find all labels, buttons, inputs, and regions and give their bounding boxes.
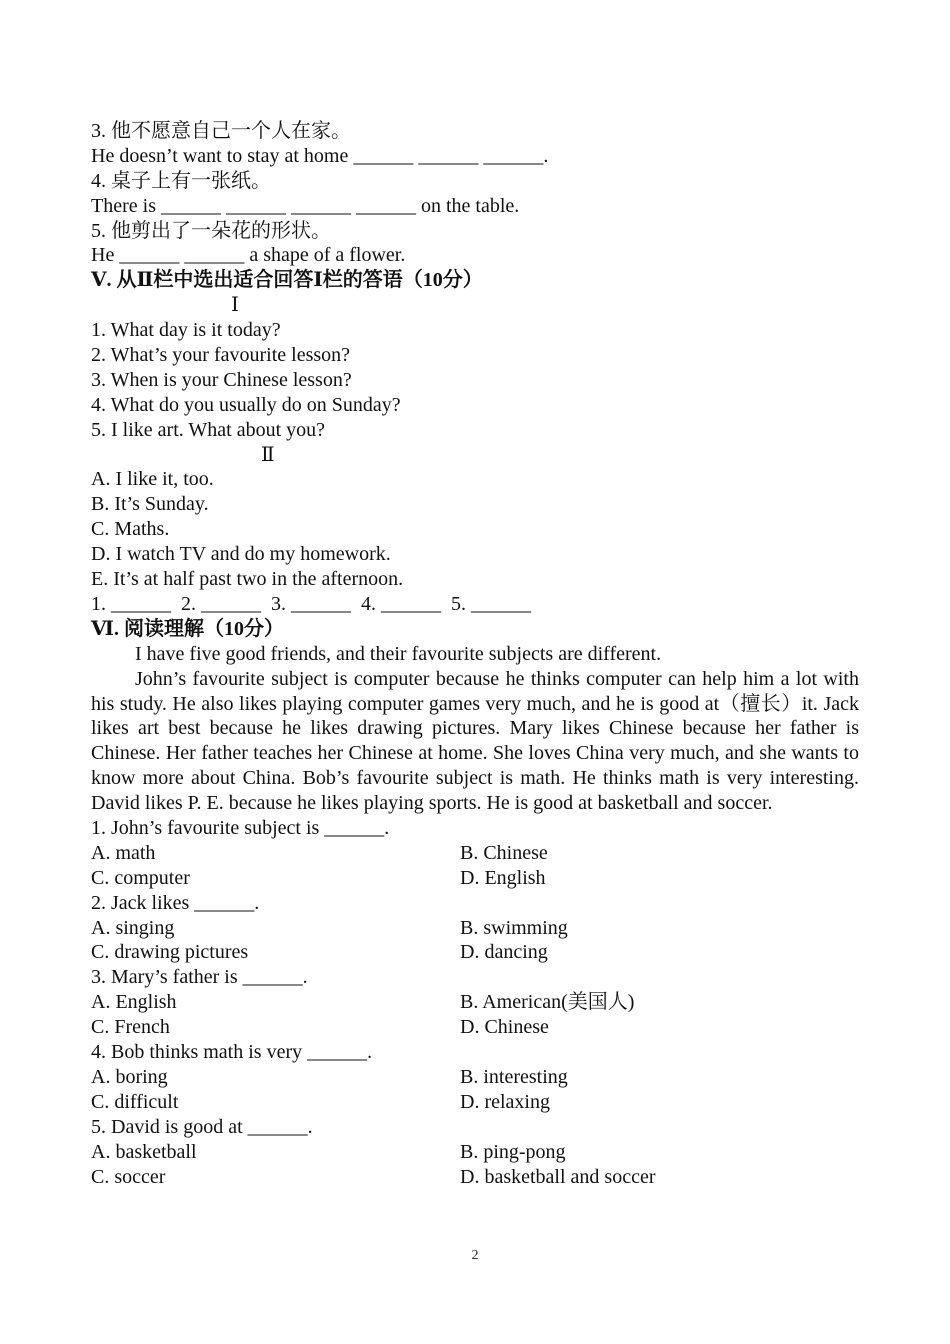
question-item: 4. What do you usually do on Sunday? xyxy=(91,393,401,416)
option-d: D. Chinese xyxy=(460,1016,549,1039)
question-item: 5. I like art. What about you? xyxy=(91,418,326,441)
option-row xyxy=(91,940,859,965)
option-d: D. dancing xyxy=(460,941,548,964)
option-row xyxy=(91,1140,859,1165)
answer-option: E. It’s at half past two in the afternoon. xyxy=(91,568,404,591)
option-c: C. French xyxy=(91,1016,170,1039)
question-stem: 5. David is good at ______. xyxy=(91,1115,313,1138)
question-item: 3. When is your Chinese lesson? xyxy=(91,368,352,391)
translation-prompt: 5. 他剪出了一朵花的形状。 xyxy=(91,219,331,242)
option-c: C. difficult xyxy=(91,1090,179,1113)
option-a: A. basketball xyxy=(91,1140,197,1163)
option-row xyxy=(91,1065,859,1090)
matching-section xyxy=(91,268,859,616)
translation-section xyxy=(91,119,859,268)
page-number: 2 xyxy=(471,1248,479,1263)
question-item: 1. What day is it today? xyxy=(91,319,281,342)
option-c: C. soccer xyxy=(91,1165,166,1188)
section-title: Ⅴ. 从Ⅱ栏中选出适合回答Ⅰ栏的答语（10分） xyxy=(91,269,483,292)
column-label: Ⅰ xyxy=(231,294,239,317)
answer-option: D. I watch TV and do my homework. xyxy=(91,543,391,566)
option-a: A. boring xyxy=(91,1065,168,1088)
question-stem: 3. Mary’s father is ______. xyxy=(91,966,308,989)
translation-prompt: 3. 他不愿意自己一个人在家。 xyxy=(91,120,351,142)
option-c: C. computer xyxy=(91,866,190,889)
option-row xyxy=(91,1090,859,1115)
translation-prompt: 4. 桌子上有一张纸。 xyxy=(91,169,271,192)
question-block xyxy=(91,1040,859,1115)
translation-blank-sentence: He doesn’t want to stay at home ______ ______ ______. xyxy=(91,144,549,167)
option-row xyxy=(91,866,859,891)
translation-blank-sentence: There is ______ ______ ______ ______ on the table. xyxy=(91,194,520,217)
option-b: B. ping-pong xyxy=(460,1140,566,1163)
option-d: D. basketball and soccer xyxy=(460,1165,656,1188)
option-row xyxy=(91,916,859,941)
option-b: B. American(美国人) xyxy=(460,991,635,1014)
option-row xyxy=(91,1015,859,1040)
option-d: D. English xyxy=(460,866,546,889)
answer-option: A. I like it, too. xyxy=(91,468,214,491)
option-d: D. relaxing xyxy=(460,1090,550,1113)
option-b: B. swimming xyxy=(460,916,568,939)
question-item: 2. What’s your favourite lesson? xyxy=(91,344,351,367)
option-a: A. math xyxy=(91,841,156,864)
option-c: C. drawing pictures xyxy=(91,941,249,964)
reading-section xyxy=(91,617,859,1190)
answer-option: C. Maths. xyxy=(91,518,170,541)
option-a: A. singing xyxy=(91,916,175,939)
option-row xyxy=(91,1165,859,1190)
option-a: A. English xyxy=(91,991,177,1014)
worksheet-page xyxy=(91,119,859,1189)
reading-passage: John’s favourite subject is computer because he thinks computer can help him a lot with his study. He also likes playing computer games very much, and he is good at（擅长）it. Jack likes art best because he likes drawing pictures. Mary likes Chinese because her father is Chinese. Her father teaches her Chinese at home. She loves China very much, and she wants to know more about China. Bob’s favourite subject is math. He thinks math is very interesting. David likes P. E. because he likes playing sports. He is good at basketball and soccer. xyxy=(91,667,859,815)
question-stem: 4. Bob thinks math is very ______. xyxy=(91,1041,373,1064)
option-row xyxy=(91,841,859,866)
question-block xyxy=(91,816,859,891)
section-title: Ⅵ. 阅读理解（10分） xyxy=(91,617,284,640)
option-b: B. interesting xyxy=(460,1065,568,1088)
passage-intro: I have five good friends, and their favourite subjects are different. xyxy=(135,642,662,665)
translation-blank-sentence: He ______ ______ a shape of a flower. xyxy=(91,244,406,267)
answer-blanks: 1. ______ 2. ______ 3. ______ 4. ______ 5. ______ xyxy=(91,592,531,615)
column-label: Ⅱ xyxy=(261,443,275,466)
option-b: B. Chinese xyxy=(460,841,548,864)
question-block xyxy=(91,1115,859,1190)
question-block xyxy=(91,891,859,966)
option-row xyxy=(91,990,859,1015)
question-stem: 1. John’s favourite subject is ______. xyxy=(91,817,390,840)
question-stem: 2. Jack likes ______. xyxy=(91,891,260,914)
question-block xyxy=(91,965,859,1040)
answer-option: B. It’s Sunday. xyxy=(91,493,209,516)
